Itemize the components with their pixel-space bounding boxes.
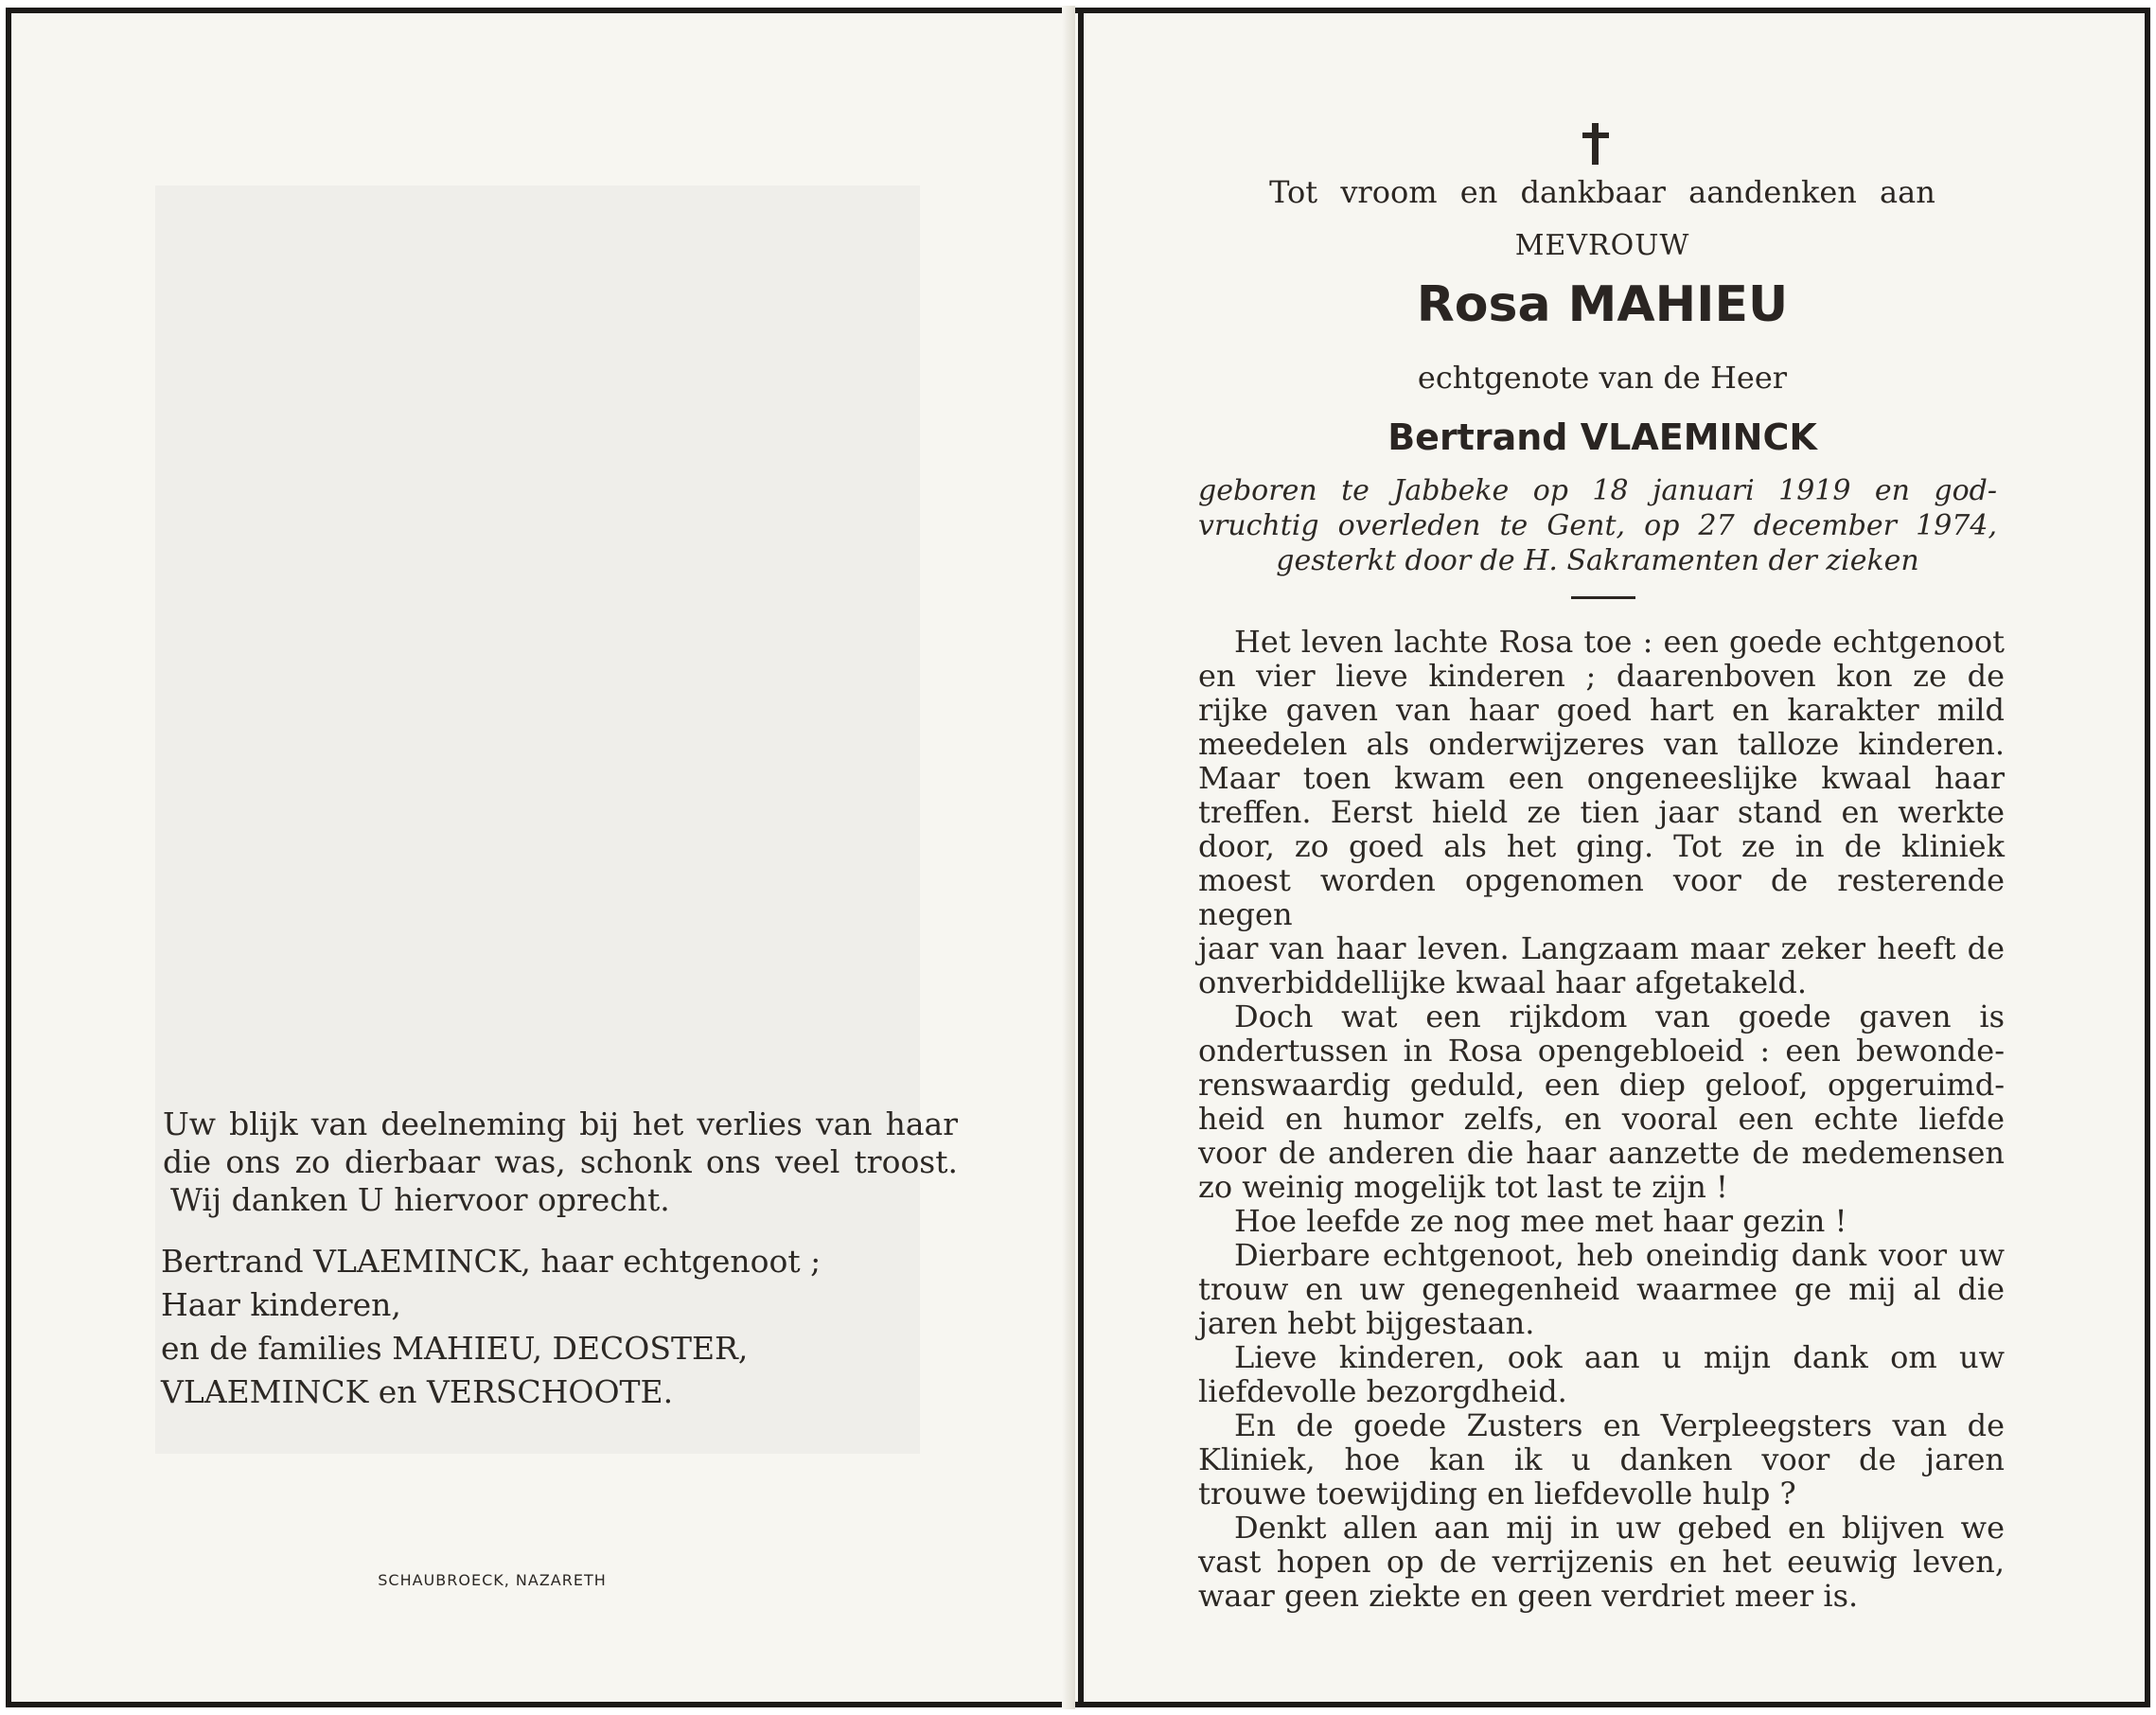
signers (161, 1240, 821, 1414)
body-line: rijke gaven van haar goed hart en karakter mild (1198, 692, 2005, 728)
signer-line: VLAEMINCK en VERSCHOOTE. (161, 1373, 674, 1410)
signer-line: Haar kinderen, (161, 1286, 401, 1323)
thanks-line: die ons zo dierbaar was, schonk ons veel troost. (163, 1143, 958, 1180)
body-line: trouwe toewijding en liefdevolle hulp ? (1198, 1476, 1796, 1512)
body-line: jaar van haar leven. Langzaam maar zeker heeft de (1198, 930, 2005, 966)
signer-line: Bertrand VLAEMINCK, haar echtgenoot ; (161, 1243, 822, 1280)
body-line: Het leven lachte Rosa toe : een goede echtgenoot (1234, 624, 2005, 660)
signer-line: en de families MAHIEU, DECOSTER, (161, 1330, 749, 1367)
thanks-line: Wij danken U hiervoor oprecht. (170, 1181, 670, 1218)
card-fold (1062, 6, 1075, 1709)
body-line: heid en humor zelfs, en vooral een echte liefde (1198, 1101, 2005, 1137)
body-line: Lieve kinderen, ook aan u mijn dank om uw (1234, 1339, 2005, 1375)
body-line: En de goede Zusters en Verpleegsters van de (1234, 1407, 2005, 1443)
deceased-name: Rosa MAHIEU (1416, 276, 1789, 333)
body-line: renswaardig geduld, een diep geloof, opgeruimd- (1198, 1067, 2005, 1103)
body-line: Dierbare echtgenoot, heb oneindig dank voor uw (1234, 1237, 2005, 1273)
latin-cross-icon (1577, 121, 1615, 168)
body-line: ondertussen in Rosa opengebloeid : een bewonde- (1198, 1033, 2005, 1069)
body-line: voor de anderen die haar aanzette de medemensen (1198, 1135, 2005, 1171)
dates-line: vruchtig overleden te Gent, op 27 december 1974, (1198, 509, 1997, 542)
body-line: treffen. Eerst hield ze tien jaar stand en werkte (1198, 794, 2005, 830)
dates-text (1198, 473, 1997, 578)
dates-line: gesterkt door de H. Sakramenten der zieken (1276, 544, 1919, 577)
body-line: en vier lieve kinderen ; daarenboven kon ze de (1198, 658, 2005, 694)
body-line: trouw en uw genegenheid waarmee ge mij al die (1198, 1271, 2005, 1307)
body-line: Kliniek, hoe kan ik u danken voor de jaren (1198, 1441, 2005, 1477)
body-line: zo weinig mogelijk tot last te zijn ! (1198, 1169, 1728, 1205)
body-line: Denkt allen aan mij in uw gebed en blijven we (1234, 1510, 2005, 1546)
divider (1571, 596, 1635, 599)
body-line: onverbiddellijke kwaal haar afgetakeld. (1198, 964, 1808, 1000)
title: MEVROUW (1514, 229, 1690, 262)
spouse-intro: echtgenote van de Heer (1417, 360, 1788, 396)
dates-line: geboren te Jabbeke op 18 januari 1919 en god- (1198, 474, 1997, 507)
body-line: door, zo goed als het ging. Tot ze in de kliniek (1198, 828, 2005, 864)
body-line: Maar toen kwam een ongeneeslijke kwaal haar (1198, 760, 2005, 796)
body-line: liefdevolle bezorgdheid. (1198, 1373, 1567, 1409)
body-line: meedelen als onderwijzeres van talloze kinderen. (1198, 726, 2005, 762)
body-line: moest worden opgenomen voor de resterende negen (1198, 862, 2005, 932)
body-line: Doch wat een rijkdom van goede gaven is (1234, 999, 2005, 1034)
spouse-name: Bertrand VLAEMINCK (1387, 416, 1817, 458)
body-line: waar geen ziekte en geen verdriet meer is. (1198, 1578, 1859, 1614)
thanks-line: Uw blijk van deelneming bij het verlies van haar (163, 1105, 958, 1142)
intro-line: Tot vroom en dankbaar aandenken aan (1269, 174, 1935, 210)
body-line: jaren hebt bijgestaan. (1198, 1305, 1535, 1341)
memorial-text (1198, 625, 2005, 1613)
printer-credit: SCHAUBROECK, NAZARETH (378, 1571, 607, 1589)
body-line: vast hopen op de verrijzenis en het eeuwig leven, (1198, 1544, 2005, 1580)
body-line: Hoe leefde ze nog mee met haar gezin ! (1234, 1203, 1847, 1239)
thanks-message (163, 1105, 958, 1219)
